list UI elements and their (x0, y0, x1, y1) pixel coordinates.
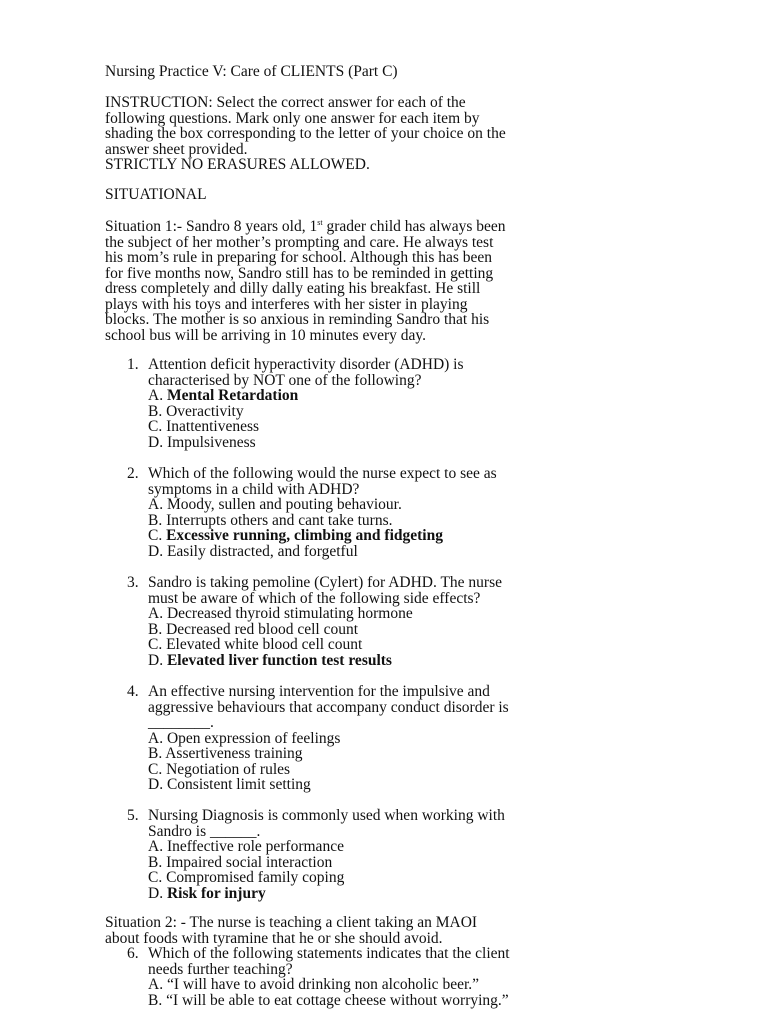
option-text: Ineffective role performance (166, 838, 344, 855)
option-letter: C. (148, 869, 167, 886)
answer-option-b (148, 993, 510, 1009)
answer-option-c (148, 870, 505, 886)
situation-1-line: blocks. The mother is so anxious in reminding Sandro that his (105, 311, 490, 328)
option-letter: B. (148, 991, 167, 1009)
answer-option-b (148, 622, 502, 638)
question-body (148, 684, 509, 793)
option-letter: A. (148, 496, 167, 513)
situation-1-line: the subject of her mother’s prompting and care. He always test (105, 233, 494, 251)
answer-option-c (148, 419, 464, 435)
option-text: Negotiation of rules (166, 760, 291, 778)
option-text: Consistent limit setting (166, 776, 311, 793)
option-letter: B. (148, 511, 167, 529)
question-number: 3. (127, 574, 139, 591)
question-number: 5. (127, 807, 139, 824)
situation-1-line: dress completely and dilly dally eating his breakfast. He still (105, 280, 481, 297)
option-text: Easily distracted, and forgetful (166, 542, 358, 560)
option-letter: D. (148, 433, 167, 451)
option-text: Assertiveness training (165, 745, 303, 762)
question-stem: aggressive behaviours that accompany conduct disorder is (148, 698, 509, 716)
situation-1-text: grader child has always been (322, 218, 506, 235)
question-stem: must be aware of which of the following side effects? (148, 589, 481, 607)
situation-1-line: plays with his toys and interferes with her sister in playing (105, 295, 468, 313)
instruction-line: STRICTLY NO ERASURES ALLOWED. (105, 156, 370, 173)
instruction-block (105, 95, 665, 173)
instruction-line: shading the box corresponding to the letter of your choice on the (105, 125, 506, 142)
option-letter: C. (148, 760, 167, 778)
situation-1-line: his mom’s rule in preparing for school. Although this has been (105, 249, 493, 266)
option-letter: D. (148, 884, 167, 902)
situation-2-paragraph (105, 915, 665, 946)
option-letter: D. (148, 651, 167, 669)
question-number: 4. (127, 683, 139, 700)
answer-option-d (148, 435, 464, 451)
option-text: Risk for injury (166, 884, 266, 902)
option-letter: C. (148, 418, 167, 435)
option-text: Moody, sullen and pouting behaviour. (166, 496, 402, 513)
instruction-line: following questions. Mark only one answer for each item by (105, 109, 480, 127)
title-text: Nursing Practice V: Care of CLIENTS (Part C) (105, 63, 398, 80)
option-letter: C. (148, 636, 167, 653)
answer-option-a (148, 497, 497, 513)
option-letter: B. (148, 620, 167, 638)
question-number: 6. (127, 945, 139, 962)
answer-option-d (148, 777, 509, 793)
question-number: 1. (127, 356, 139, 373)
option-text: “I will have to avoid drinking non alcoholic beer.” (166, 976, 480, 993)
answer-option-a (148, 731, 509, 747)
option-text: “I will be able to eat cottage cheese without worrying.” (166, 991, 509, 1009)
situation-1-line: for five months now, Sandro still has to be reminded in getting (105, 264, 494, 282)
question-body (148, 357, 464, 450)
option-text: Impulsiveness (166, 433, 256, 451)
option-text: Compromised family coping (166, 869, 345, 886)
answer-option-b (148, 513, 497, 529)
option-letter: B. (148, 402, 167, 420)
situation-1-first-line (105, 219, 665, 235)
option-letter: D. (148, 542, 167, 560)
question-body (148, 575, 502, 668)
option-letter: A. (148, 729, 167, 747)
option-letter: A. (148, 838, 167, 855)
question-stem: Sandro is taking pemoline (Cylert) for ADHD. The nurse (148, 574, 502, 591)
question-stem: symptoms in a child with ADHD? (148, 480, 360, 498)
answer-option-a (148, 839, 505, 855)
option-letter: C. (148, 527, 167, 544)
question-body (148, 808, 505, 901)
answer-option-a (148, 977, 510, 993)
question-stem: characterised by NOT one of the following? (148, 371, 422, 389)
answer-option-b (148, 855, 505, 871)
option-text: Elevated white blood cell count (166, 636, 363, 653)
question-stem: Which of the following would the nurse expect to see as (148, 465, 497, 482)
question-body (148, 946, 510, 1008)
option-letter: B. (148, 853, 167, 871)
option-letter: B. (148, 745, 166, 762)
question-stem: Sandro is ______. (148, 822, 261, 840)
option-letter: D. (148, 776, 167, 793)
situation-2-line: about foods with tyramine that he or she should avoid. (105, 929, 443, 947)
ordinal-suffix: st (317, 218, 323, 227)
option-text: Open expression of feelings (166, 729, 341, 747)
question-stem: Attention deficit hyperactivity disorder (ADHD) is (148, 356, 464, 373)
section-heading-text: SITUATIONAL (105, 186, 207, 203)
instruction-line: answer sheet provided. (105, 140, 248, 158)
situation-1-paragraph (105, 219, 665, 343)
option-text: Impaired social interaction (166, 853, 333, 871)
option-text: Decreased red blood cell count (166, 620, 359, 638)
question-body (148, 466, 497, 559)
answer-option-d (148, 544, 497, 560)
option-text: Excessive running, climbing and fidgeting (166, 527, 443, 544)
answer-option-d (148, 886, 505, 902)
answer-option-a (148, 606, 502, 622)
question-number: 2. (127, 465, 139, 482)
question-stem: ________. (148, 714, 214, 731)
option-text: Mental Retardation (166, 387, 299, 404)
situation-1-line: school bus will be arriving in 10 minutes every day. (105, 326, 426, 344)
question-stem: Nursing Diagnosis is commonly used when working with (148, 807, 505, 824)
option-text: Inattentiveness (166, 418, 260, 435)
option-text: Decreased thyroid stimulating hormone (166, 605, 413, 622)
answer-option-c (148, 637, 502, 653)
option-letter: A. (148, 976, 167, 993)
situation-1-text: Situation 1:- Sandro 8 years old, 1 (105, 218, 318, 235)
section-heading (105, 187, 665, 203)
instruction-line: INSTRUCTION: Select the correct answer for each of the (105, 94, 466, 111)
answer-option-b (148, 746, 509, 762)
option-text: Elevated liver function test results (166, 651, 392, 669)
document-title (105, 64, 665, 80)
option-text: Overactivity (166, 402, 244, 420)
answer-option-b (148, 404, 464, 420)
situation-2-line: Situation 2: - The nurse is teaching a client taking an MAOI (105, 914, 478, 931)
option-text: Interrupts others and cant take turns. (166, 511, 393, 529)
option-letter: A. (148, 387, 167, 404)
answer-option-d (148, 653, 502, 669)
answer-option-a (148, 388, 464, 404)
question-stem: needs further teaching? (148, 960, 293, 978)
question-stem: Which of the following statements indicates that the client (148, 945, 510, 962)
answer-option-c (148, 762, 509, 778)
answer-option-c (148, 528, 497, 544)
option-letter: A. (148, 605, 167, 622)
question-stem: An effective nursing intervention for the impulsive and (148, 683, 490, 700)
